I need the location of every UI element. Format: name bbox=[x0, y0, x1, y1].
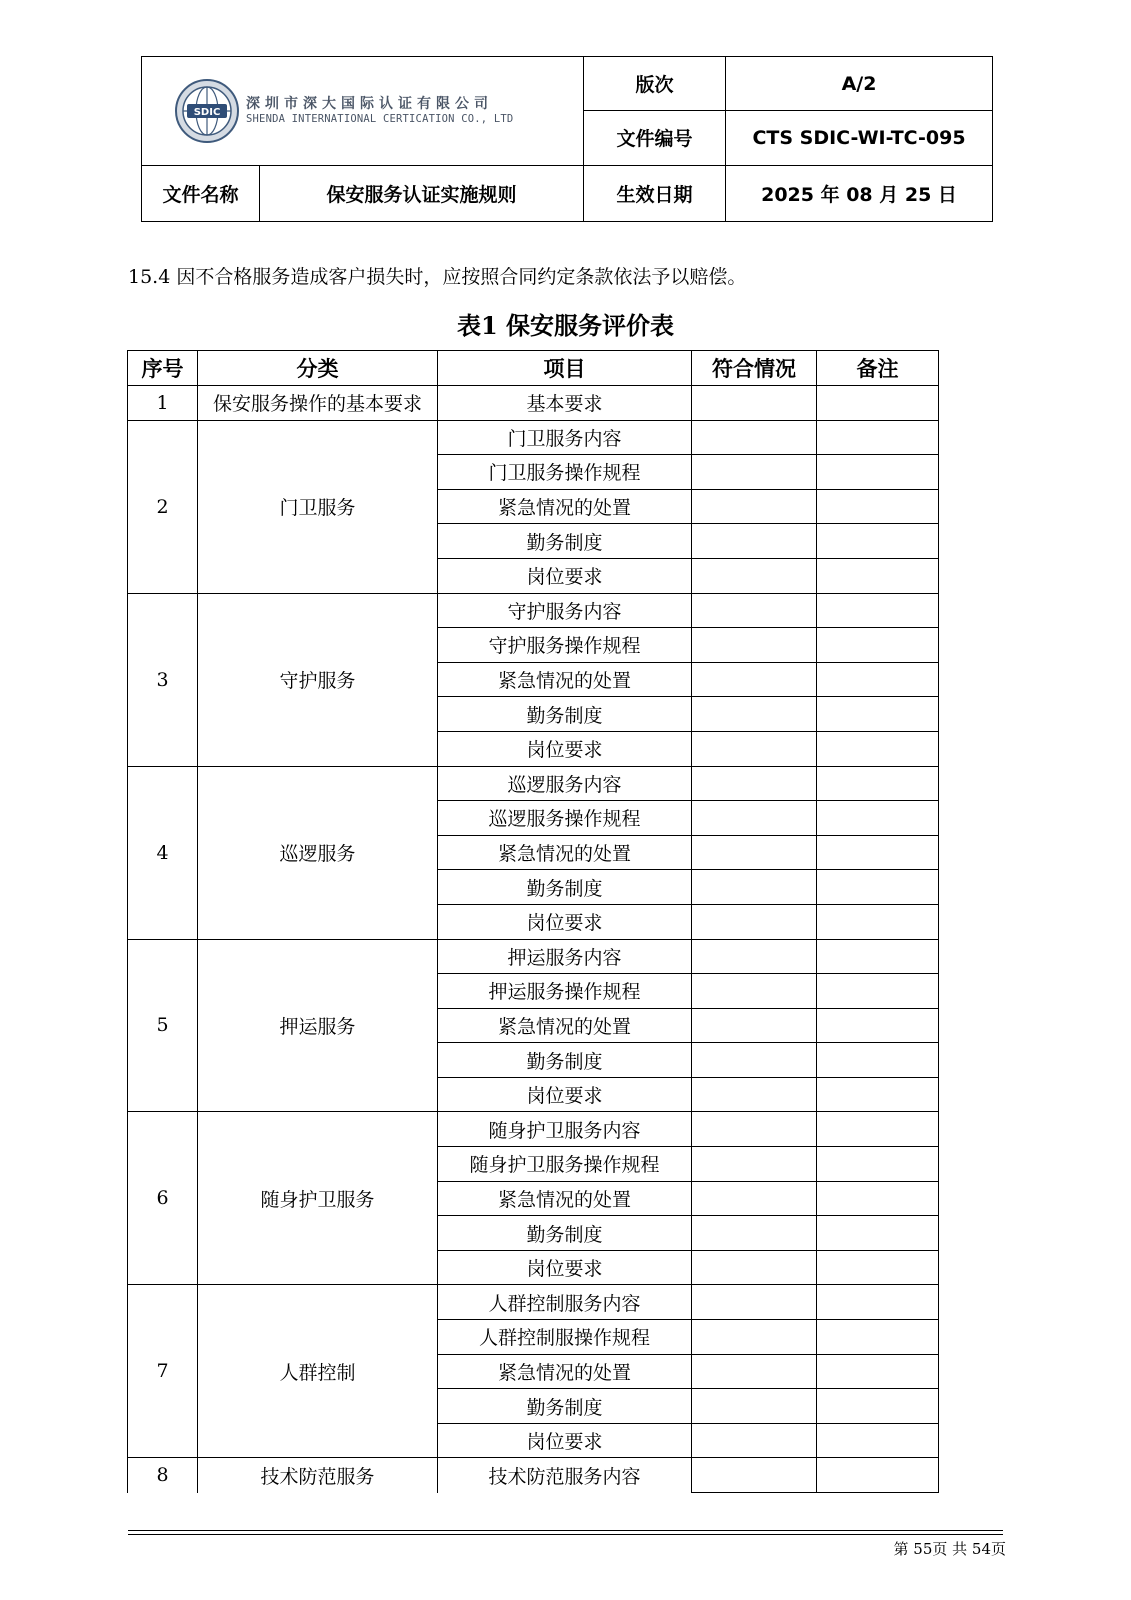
cell-item: 岗位要求 bbox=[438, 1250, 692, 1285]
cell-remarks bbox=[817, 489, 939, 524]
cell-no: 6 bbox=[128, 1112, 198, 1285]
cell-item: 随身护卫服务操作规程 bbox=[438, 1147, 692, 1182]
cell-remarks bbox=[817, 870, 939, 905]
cell-compliance bbox=[692, 1112, 817, 1147]
cell-remarks bbox=[817, 1354, 939, 1389]
cell-compliance bbox=[692, 1423, 817, 1458]
cell-no: 5 bbox=[128, 939, 198, 1112]
cell-compliance bbox=[692, 974, 817, 1009]
cell-category: 技术防范服务 bbox=[198, 1458, 438, 1493]
footer-rule-thin bbox=[128, 1534, 1003, 1535]
cell-category: 押运服务 bbox=[198, 939, 438, 1112]
document-header bbox=[141, 56, 993, 222]
cell-remarks bbox=[817, 801, 939, 836]
table-row bbox=[128, 1112, 939, 1147]
cell-compliance bbox=[692, 731, 817, 766]
col-header-remarks: 备注 bbox=[817, 351, 939, 386]
cell-item: 守护服务操作规程 bbox=[438, 628, 692, 663]
cell-compliance bbox=[692, 524, 817, 559]
clause-text: 15.4 因不合格服务造成客户损失时，应按照合同约定条款依法予以赔偿。 bbox=[128, 266, 747, 288]
cell-remarks bbox=[817, 1008, 939, 1043]
cell-remarks bbox=[817, 904, 939, 939]
company-logo-icon bbox=[174, 78, 240, 144]
cell-remarks bbox=[817, 697, 939, 732]
cell-item: 紧急情况的处置 bbox=[438, 1181, 692, 1216]
cell-item: 勤务制度 bbox=[438, 697, 692, 732]
cell-compliance bbox=[692, 593, 817, 628]
cell-compliance bbox=[692, 1043, 817, 1078]
cell-item: 人群控制服操作规程 bbox=[438, 1320, 692, 1355]
cell-compliance bbox=[692, 1354, 817, 1389]
cell-remarks bbox=[817, 1112, 939, 1147]
cell-item: 门卫服务操作规程 bbox=[438, 455, 692, 490]
cell-compliance bbox=[692, 628, 817, 663]
cell-item: 岗位要求 bbox=[438, 1423, 692, 1458]
cell-no: 8 bbox=[128, 1458, 198, 1493]
col-header-no: 序号 bbox=[128, 351, 198, 386]
cell-no: 3 bbox=[128, 593, 198, 766]
company-name-en: SHENDA INTERNATIONAL CERTICATION CO., LTD bbox=[246, 113, 514, 126]
cell-item: 押运服务操作规程 bbox=[438, 974, 692, 1009]
cell-compliance bbox=[692, 558, 817, 593]
cell-remarks bbox=[817, 1181, 939, 1216]
cell-remarks bbox=[817, 1216, 939, 1251]
cell-compliance bbox=[692, 1285, 817, 1320]
cell-remarks bbox=[817, 1043, 939, 1078]
cell-remarks bbox=[817, 455, 939, 490]
cell-item: 基本要求 bbox=[438, 386, 692, 421]
cell-remarks bbox=[817, 1147, 939, 1182]
cell-item: 随身护卫服务内容 bbox=[438, 1112, 692, 1147]
cell-item: 门卫服务内容 bbox=[438, 420, 692, 455]
cell-compliance bbox=[692, 1216, 817, 1251]
cell-item: 勤务制度 bbox=[438, 1389, 692, 1424]
cell-remarks bbox=[817, 1458, 939, 1493]
cell-remarks bbox=[817, 628, 939, 663]
cell-item: 技术防范服务内容 bbox=[438, 1458, 692, 1493]
cell-item: 押运服务内容 bbox=[438, 939, 692, 974]
cell-remarks bbox=[817, 1320, 939, 1355]
table-row bbox=[128, 420, 939, 455]
cell-remarks bbox=[817, 1423, 939, 1458]
cell-item: 岗位要求 bbox=[438, 731, 692, 766]
cell-compliance bbox=[692, 455, 817, 490]
cell-compliance bbox=[692, 697, 817, 732]
cell-compliance bbox=[692, 835, 817, 870]
cell-category: 守护服务 bbox=[198, 593, 438, 766]
cell-category: 随身护卫服务 bbox=[198, 1112, 438, 1285]
cell-category: 巡逻服务 bbox=[198, 766, 438, 939]
cell-remarks bbox=[817, 835, 939, 870]
cell-remarks bbox=[817, 766, 939, 801]
cell-remarks bbox=[817, 1077, 939, 1112]
cell-compliance bbox=[692, 801, 817, 836]
cell-remarks bbox=[817, 558, 939, 593]
cell-compliance bbox=[692, 1147, 817, 1182]
cell-item: 巡逻服务操作规程 bbox=[438, 801, 692, 836]
cell-compliance bbox=[692, 662, 817, 697]
table-row bbox=[128, 593, 939, 628]
cell-no: 2 bbox=[128, 420, 198, 593]
cell-remarks bbox=[817, 593, 939, 628]
cell-compliance bbox=[692, 766, 817, 801]
doc-name-value: 保安服务认证实施规则 bbox=[260, 165, 584, 221]
doc-no-label: 文件编号 bbox=[584, 111, 726, 165]
cell-item: 人群控制服务内容 bbox=[438, 1285, 692, 1320]
footer-rule bbox=[128, 1530, 1003, 1531]
cell-compliance bbox=[692, 1320, 817, 1355]
version-value: A/2 bbox=[726, 57, 993, 111]
cell-remarks bbox=[817, 974, 939, 1009]
effective-date-value: 2025 年 08 月 25 日 bbox=[726, 165, 993, 221]
table-row bbox=[128, 386, 939, 421]
cell-item: 勤务制度 bbox=[438, 870, 692, 905]
cell-compliance bbox=[692, 870, 817, 905]
cell-remarks bbox=[817, 1389, 939, 1424]
cell-item: 岗位要求 bbox=[438, 558, 692, 593]
table-row bbox=[128, 1285, 939, 1320]
cell-compliance bbox=[692, 1077, 817, 1112]
cell-remarks bbox=[817, 386, 939, 421]
company-logo-cell bbox=[142, 57, 584, 166]
col-header-compliance: 符合情况 bbox=[692, 351, 817, 386]
cell-no: 7 bbox=[128, 1285, 198, 1458]
table-row bbox=[128, 939, 939, 974]
cell-item: 紧急情况的处置 bbox=[438, 662, 692, 697]
cell-compliance bbox=[692, 1458, 817, 1493]
table-header-row bbox=[128, 351, 939, 386]
cell-item: 勤务制度 bbox=[438, 1043, 692, 1078]
cell-compliance bbox=[692, 1250, 817, 1285]
cell-item: 紧急情况的处置 bbox=[438, 835, 692, 870]
cell-compliance bbox=[692, 420, 817, 455]
cell-item: 岗位要求 bbox=[438, 904, 692, 939]
cell-compliance bbox=[692, 1008, 817, 1043]
cell-item: 守护服务内容 bbox=[438, 593, 692, 628]
cell-no: 1 bbox=[128, 386, 198, 421]
col-header-category: 分类 bbox=[198, 351, 438, 386]
cell-remarks bbox=[817, 1250, 939, 1285]
doc-no-value: CTS SDIC-WI-TC-095 bbox=[726, 111, 993, 165]
cell-item: 巡逻服务内容 bbox=[438, 766, 692, 801]
doc-name-label: 文件名称 bbox=[142, 165, 260, 221]
cell-item: 岗位要求 bbox=[438, 1077, 692, 1112]
logo-text: SDIC bbox=[193, 106, 221, 118]
cell-compliance bbox=[692, 386, 817, 421]
cell-compliance bbox=[692, 1181, 817, 1216]
cell-compliance bbox=[692, 1389, 817, 1424]
cell-remarks bbox=[817, 731, 939, 766]
cell-remarks bbox=[817, 662, 939, 697]
cell-item: 勤务制度 bbox=[438, 524, 692, 559]
cell-item: 紧急情况的处置 bbox=[438, 1008, 692, 1043]
version-label: 版次 bbox=[584, 57, 726, 111]
table-row bbox=[128, 766, 939, 801]
cell-no: 4 bbox=[128, 766, 198, 939]
cell-remarks bbox=[817, 524, 939, 559]
cell-compliance bbox=[692, 939, 817, 974]
cell-remarks bbox=[817, 939, 939, 974]
effective-date-label: 生效日期 bbox=[584, 165, 726, 221]
cell-compliance bbox=[692, 489, 817, 524]
table-title: 表1 保安服务评价表 bbox=[456, 311, 675, 340]
cell-category: 门卫服务 bbox=[198, 420, 438, 593]
cell-item: 紧急情况的处置 bbox=[438, 489, 692, 524]
cell-category: 保安服务操作的基本要求 bbox=[198, 386, 438, 421]
cell-category: 人群控制 bbox=[198, 1285, 438, 1458]
page-number: 第 55页 共 54页 bbox=[893, 1540, 1006, 1558]
cell-item: 紧急情况的处置 bbox=[438, 1354, 692, 1389]
cell-remarks bbox=[817, 1285, 939, 1320]
col-header-item: 项目 bbox=[438, 351, 692, 386]
cell-item: 勤务制度 bbox=[438, 1216, 692, 1251]
cell-remarks bbox=[817, 420, 939, 455]
company-name-cn: 深圳市深大国际认证有限公司 bbox=[246, 95, 493, 112]
table-body bbox=[128, 386, 939, 1493]
evaluation-table bbox=[127, 350, 939, 1493]
cell-compliance bbox=[692, 904, 817, 939]
table-row bbox=[128, 1458, 939, 1493]
